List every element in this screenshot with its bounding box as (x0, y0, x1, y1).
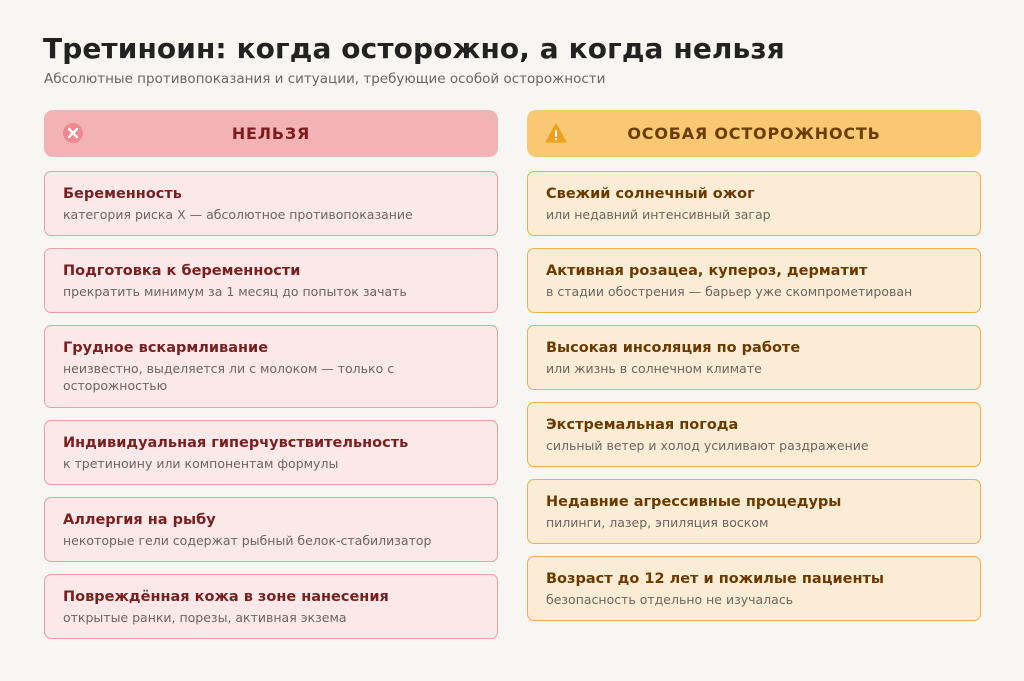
forbidden-item (44, 248, 498, 313)
forbidden-column (44, 110, 498, 651)
caution-item-title: Возраст до 12 лет и пожилые пациенты (546, 571, 884, 587)
forbidden-item (44, 171, 498, 236)
forbidden-item-desc: к третиноину или компонентам формулы (63, 456, 339, 471)
forbidden-item-title: Индивидуальная гиперчувствительность (63, 435, 409, 451)
caution-item-desc: сильный ветер и холод усиливают раздражение (546, 438, 869, 453)
caution-item (527, 479, 981, 544)
caution-item (527, 402, 981, 467)
forbidden-item-title: Подготовка к беременности (63, 263, 301, 279)
forbidden-item-desc: категория риска X — абсолютное противопоказание (63, 207, 413, 222)
caution-item (527, 248, 981, 313)
forbidden-item-desc: неизвестно, выделяется ли с молоком — только с осторожностью (63, 361, 395, 393)
forbidden-item (44, 420, 498, 485)
forbidden-item (44, 325, 498, 408)
caution-item-title: Экстремальная погода (546, 417, 739, 433)
forbidden-item (44, 574, 498, 639)
forbidden-item-title: Повреждённая кожа в зоне нанесения (63, 589, 389, 605)
forbidden-item-desc: прекратить минимум за 1 месяц до попыток зачать (63, 284, 407, 299)
forbidden-item-title: Беременность (63, 186, 182, 202)
caution-header-label: ОСОБАЯ ОСТОРОЖНОСТЬ (627, 124, 881, 143)
page-subtitle: Абсолютные противопоказания и ситуации, требующие особой осторожности (44, 71, 606, 87)
forbidden-header (44, 110, 498, 157)
forbidden-item (44, 497, 498, 562)
caution-item-title: Недавние агрессивные процедуры (546, 494, 842, 510)
forbidden-item-title: Аллергия на рыбу (63, 512, 216, 528)
caution-item-desc: или недавний интенсивный загар (546, 207, 771, 222)
forbidden-item-desc: некоторые гели содержат рыбный белок-стабилизатор (63, 533, 432, 548)
caution-item-desc: безопасность отдельно не изучалась (546, 592, 794, 607)
forbidden-item-title: Грудное вскармливание (63, 340, 269, 356)
close-circle-icon (62, 122, 84, 144)
caution-item-desc: в стадии обострения — барьер уже скомпрометирован (546, 284, 913, 299)
forbidden-header-label: НЕЛЬЗЯ (231, 124, 311, 143)
caution-item-desc: пилинги, лазер, эпиляция воском (546, 515, 769, 530)
forbidden-item-desc: открытые ранки, порезы, активная экзема (63, 610, 347, 625)
caution-header (527, 110, 981, 157)
page-title: Третиноин: когда осторожно, а когда нельзя (43, 32, 785, 65)
caution-item-title: Активная розацеа, купероз, дерматит (546, 263, 868, 279)
caution-item-title: Высокая инсоляция по работе (546, 340, 801, 356)
caution-item (527, 325, 981, 390)
caution-item-title: Свежий солнечный ожог (546, 186, 755, 202)
caution-item (527, 171, 981, 236)
warning-triangle-icon (545, 122, 567, 144)
caution-item-desc: или жизнь в солнечном климате (546, 361, 762, 376)
caution-item (527, 556, 981, 621)
caution-column (527, 110, 981, 633)
